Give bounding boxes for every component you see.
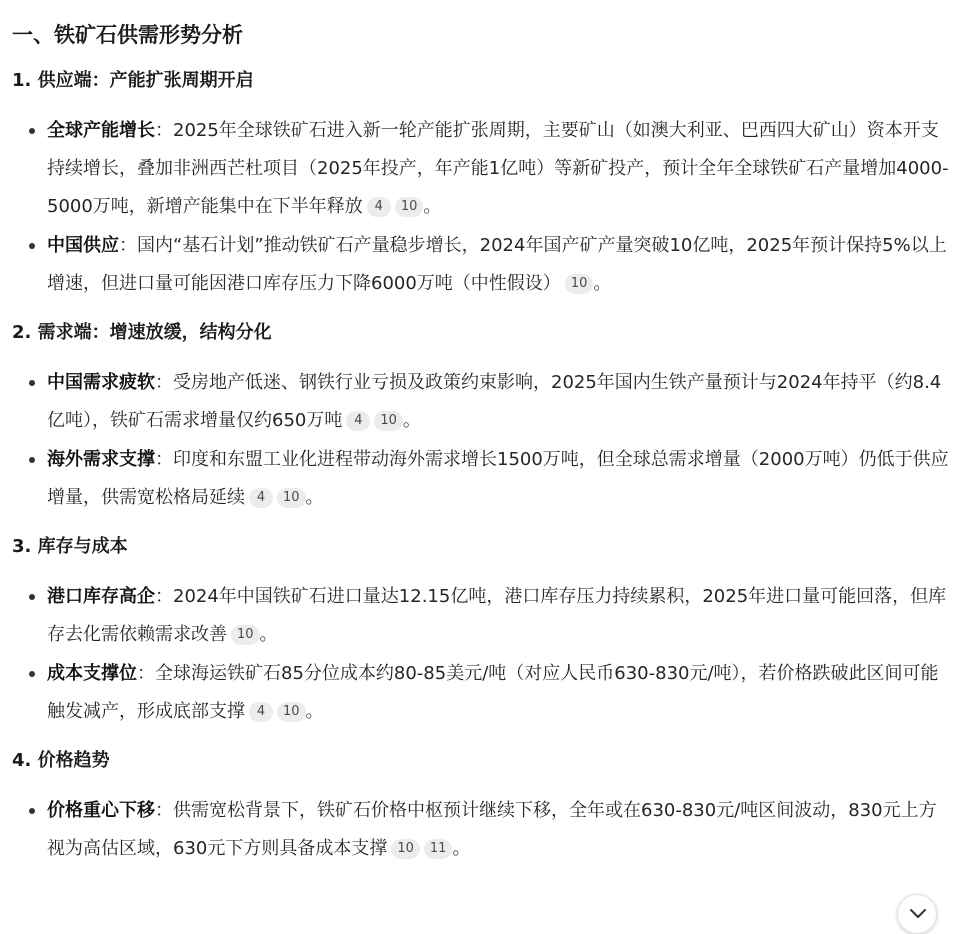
- bullet-list: [12, 792, 950, 868]
- bullet-text: 受房地产低迷、钢铁行业亏损及政策约束影响，2025年国内生铁产量预计与2024年持平（约8.4亿吨），铁矿石需求增量仅约650万吨: [47, 372, 942, 431]
- list-item: [12, 364, 950, 440]
- bullet-lead: 中国需求疲软: [47, 372, 155, 393]
- citation-badge[interactable]: 11: [424, 839, 453, 859]
- bullet-separator: ：: [155, 449, 173, 470]
- bullet-end: 。: [305, 487, 324, 508]
- list-item: [12, 792, 950, 868]
- section-heading: 2. 需求端：增速放缓，结构分化: [12, 322, 272, 343]
- list-item: [12, 441, 950, 517]
- list-item: [12, 227, 950, 303]
- bullet-separator: ：: [137, 663, 155, 684]
- bullet-lead: 港口库存高企: [47, 586, 155, 607]
- bullet-text: 全球海运铁矿石85分位成本约80-85美元/吨（对应人民币630-830元/吨），若价格跌破此区间可能触发减产，形成底部支撑: [47, 663, 939, 722]
- bullet-list: [12, 364, 950, 517]
- bullet-list: [12, 578, 950, 731]
- bullet-end: 。: [402, 410, 421, 431]
- bullet-separator: ：: [155, 586, 173, 607]
- bullet-end: 。: [305, 701, 324, 722]
- section-heading: 1. 供应端：产能扩张周期开启: [12, 70, 254, 91]
- section: [12, 746, 950, 868]
- bullet-lead: 成本支撑位: [47, 663, 137, 684]
- sections-container: [12, 66, 950, 868]
- list-item: [12, 578, 950, 654]
- section-heading: 4. 价格趋势: [12, 750, 110, 771]
- citation-badge[interactable]: 4: [249, 488, 273, 508]
- bullet-end: 。: [259, 624, 278, 645]
- section: [12, 66, 950, 303]
- list-item: [12, 112, 950, 226]
- bullet-lead: 全球产能增长: [47, 120, 155, 141]
- scroll-down-button[interactable]: [897, 894, 937, 934]
- bullet-text: 2024年中国铁矿石进口量达12.15亿吨，港口库存压力持续累积，2025年进口量可能回落，但库存去化需依赖需求改善: [47, 586, 947, 645]
- citation-badge[interactable]: 10: [395, 197, 424, 217]
- bullet-separator: ：: [155, 800, 173, 821]
- bullet-separator: ：: [155, 372, 173, 393]
- document-body: [12, 16, 950, 883]
- bullet-lead: 价格重心下移: [47, 800, 155, 821]
- citation-badge[interactable]: 10: [374, 411, 403, 431]
- bullet-end: 。: [423, 196, 442, 217]
- section: [12, 318, 950, 517]
- citation-badge[interactable]: 10: [231, 625, 260, 645]
- bullet-lead: 中国供应: [47, 235, 119, 256]
- section-heading: 3. 库存与成本: [12, 536, 128, 557]
- citation-badge[interactable]: 10: [565, 274, 594, 294]
- citation-badge[interactable]: 10: [391, 839, 420, 859]
- bullet-text: 供需宽松背景下，铁矿石价格中枢预计继续下移，全年或在630-830元/吨区间波动，830元上方视为高估区域，630元下方则具备成本支撑: [47, 800, 937, 859]
- bullet-text: 国内“基石计划”推动铁矿石产量稳步增长，2024年国产矿产量突破10亿吨，2025年预计保持5%以上增速，但进口量可能因港口库存压力下降6000万吨（中性假设）: [47, 235, 947, 294]
- bullet-lead: 海外需求支撑: [47, 449, 155, 470]
- bullet-end: 。: [452, 838, 471, 859]
- citation-badge[interactable]: 10: [277, 702, 306, 722]
- citation-badge[interactable]: 4: [346, 411, 370, 431]
- bullet-separator: ：: [155, 120, 173, 141]
- bullet-end: 。: [593, 273, 612, 294]
- chevron-down-icon: [908, 907, 928, 921]
- page-title: 一、铁矿石供需形势分析: [12, 23, 243, 47]
- bullet-text: 印度和东盟工业化进程带动海外需求增长1500万吨，但全球总需求增量（2000万吨）仍低于供应增量，供需宽松格局延续: [47, 449, 949, 508]
- section: [12, 532, 950, 731]
- citation-badge[interactable]: 4: [367, 197, 391, 217]
- bullet-text: 2025年全球铁矿石进入新一轮产能扩张周期，主要矿山（如澳大利亚、巴西四大矿山）资本开支持续增长，叠加非洲西芒杜项目（2025年投产，年产能1亿吨）等新矿投产，预计全年全球铁矿石产量增加4000-5000万吨，新增产能集中在下半年释放: [47, 120, 949, 217]
- citation-badge[interactable]: 10: [277, 488, 306, 508]
- list-item: [12, 655, 950, 731]
- bullet-separator: ：: [119, 235, 137, 256]
- bullet-list: [12, 112, 950, 303]
- citation-badge[interactable]: 4: [249, 702, 273, 722]
